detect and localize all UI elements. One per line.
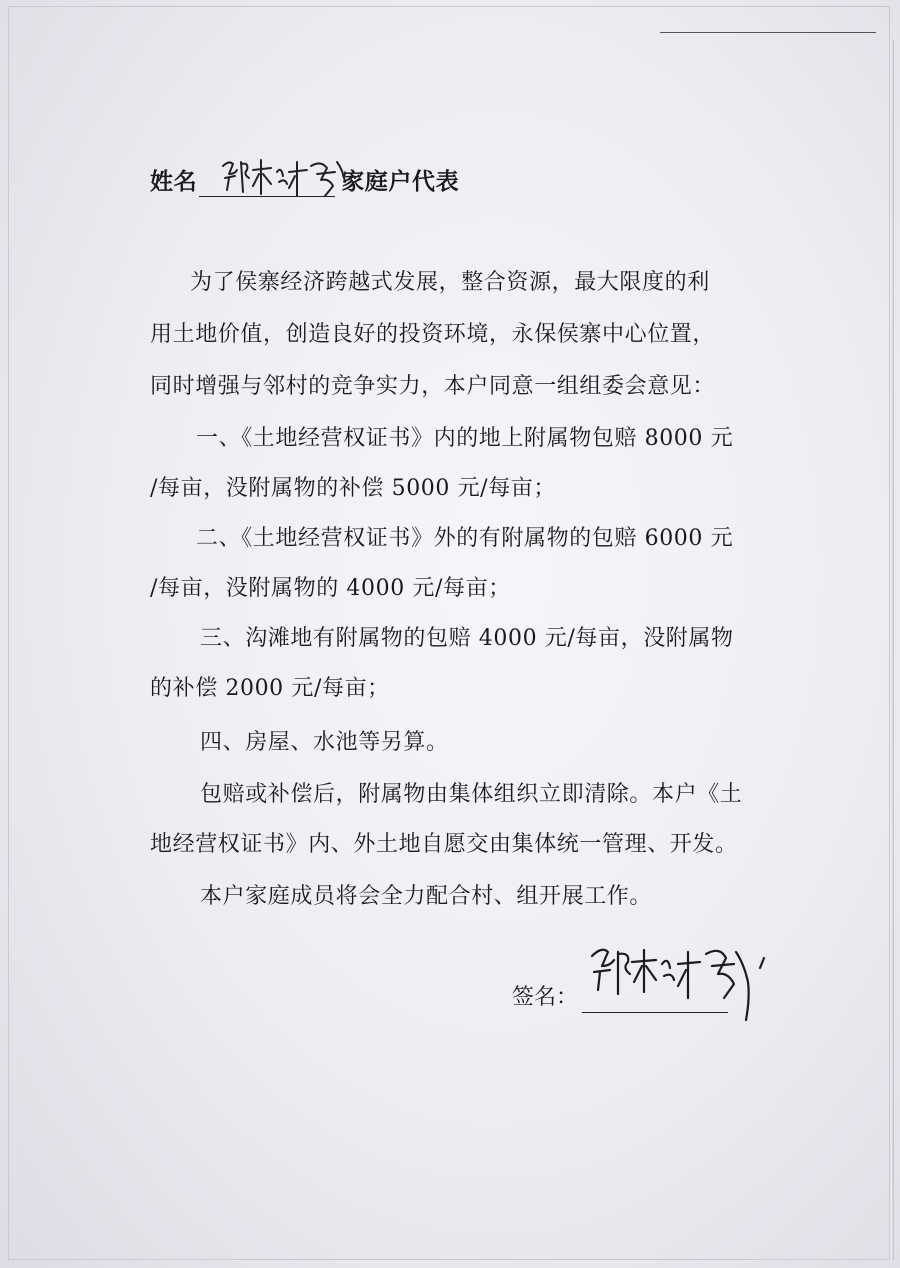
paragraph-1-line-3: 同时增强与邻村的竞争实力，本户同意一组组委会意见： [150, 374, 716, 399]
item-3-line-2: 的补偿 2000 元/每亩； [150, 676, 390, 701]
paragraph-1-line-1: 为了侯寨经济跨越式发展，整合资源，最大限度的利 [190, 270, 710, 295]
signature-blank-field [582, 982, 728, 1013]
signature-label: 签名： [512, 985, 579, 1010]
name-line [150, 166, 459, 197]
paragraph-3-line: 本户家庭成员将会全力配合村、组开展工作。 [200, 884, 653, 909]
item-1-line-1: 一、《土地经营权证书》内的地上附属物包赔 8000 元 [196, 426, 734, 451]
signature-row [512, 982, 728, 1013]
item-1-line-2: /每亩，没附属物的补偿 5000 元/每亩； [150, 476, 556, 501]
name-label: 姓名 [150, 168, 198, 195]
item-4-line: 四、房屋、水池等另算。 [200, 730, 449, 755]
paragraph-2-line-2: 地经营权证书》内、外土地自愿交由集体统一管理、开发。 [150, 832, 738, 857]
handwritten-name-signature [217, 152, 367, 202]
handwritten-signature [588, 942, 778, 1032]
name-blank-field [199, 166, 335, 197]
item-2-line-2: /每亩，没附属物的 4000 元/每亩； [150, 576, 511, 601]
item-2-line-1: 二、《土地经营权证书》外的有附属物的包赔 6000 元 [196, 526, 734, 551]
paragraph-2-line-1: 包赔或补偿后，附属物由集体组织立即清除。本户《土 [200, 782, 743, 807]
household-representative-label: 家庭户代表 [341, 168, 460, 195]
item-3-line-1: 三、沟滩地有附属物的包赔 4000 元/每亩，没附属物 [200, 626, 734, 651]
paragraph-1-line-2: 用土地价值，创造良好的投资环境，永保侯寨中心位置， [150, 322, 716, 347]
